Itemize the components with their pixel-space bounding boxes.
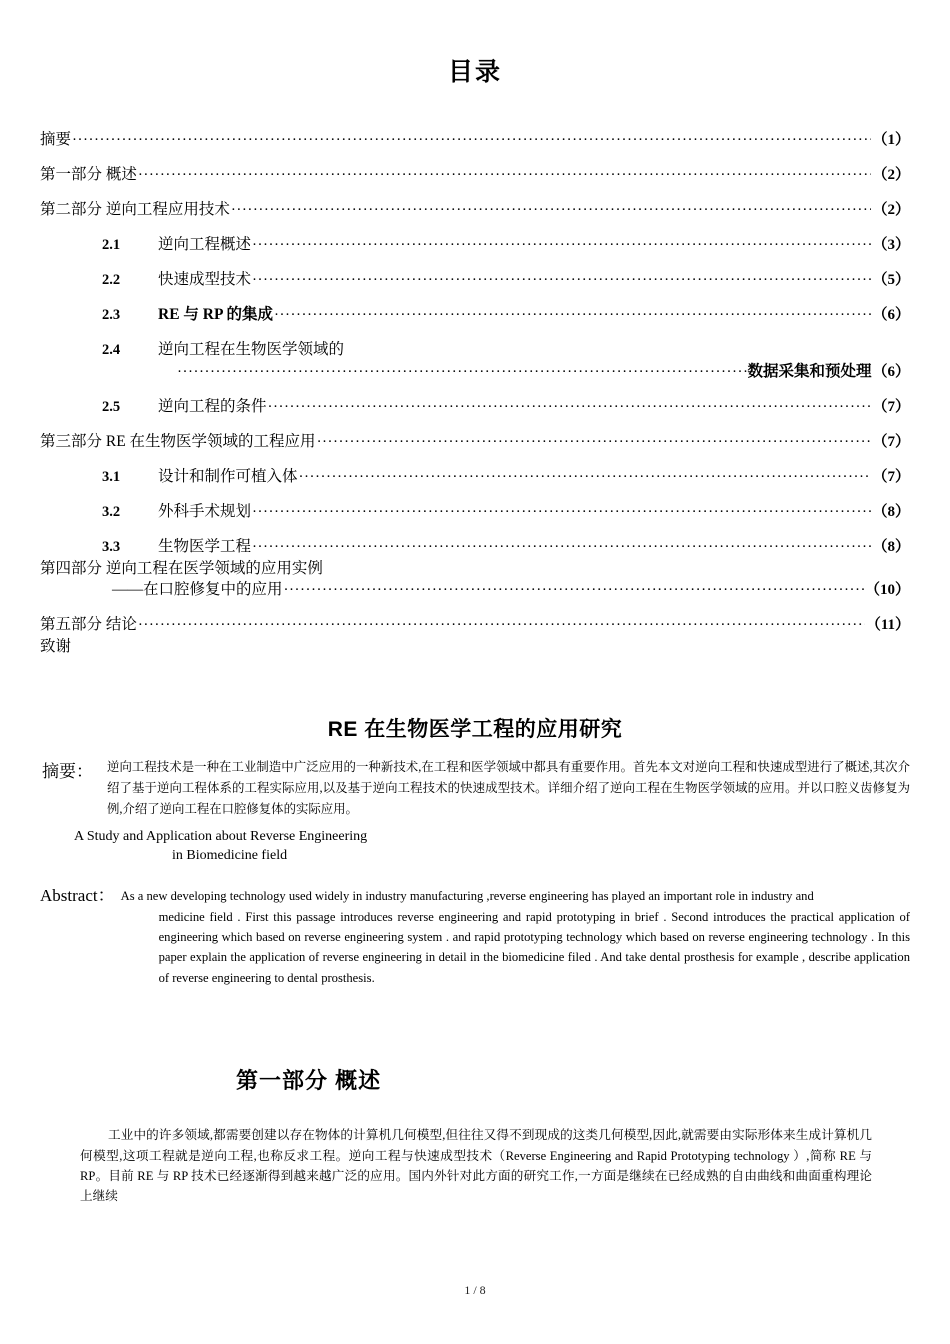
toc-entry-label: 快速成型技术 bbox=[158, 271, 252, 288]
toc-entry[interactable] bbox=[40, 617, 910, 633]
toc-dot-leader bbox=[316, 435, 872, 450]
toc-entry[interactable] bbox=[40, 237, 910, 253]
abstract-en-label: Abstract： bbox=[40, 886, 115, 906]
toc-entry-label: RE 与 RP 的集成 bbox=[158, 306, 273, 323]
abstract-en-line1: As a new developing technology used widely in industry manufacturing ,reverse engineering has played an important role in industry and bbox=[120, 889, 814, 904]
toc-dot-leader bbox=[137, 168, 872, 183]
toc-entry-continuation[interactable] bbox=[40, 582, 910, 598]
part-one-paragraph: 工业中的许多领域,都需要创建以存在物体的计算机几何模型,但往往又得不到现成的这类几何模型,因此,就需要由实际形体来生成计算机几何模型,这项工程就是逆向工程,也称反求工程。逆向工程与快速成型技术（Reverse Engineering and Rapid Prototyping technology ）,简称 RE 与 RP。目前 RE 与 RP 技术已经逐渐得到越来越广泛的应用。国内外针对此方面的研究工作,一方面是继续在已经成熟的自由曲线和曲面重构理论上继续 bbox=[80, 1128, 872, 1204]
toc-entry-label: 致谢 bbox=[40, 638, 72, 655]
toc-entry-page: （2） bbox=[872, 202, 910, 218]
toc-entry-number: 2.4 bbox=[102, 342, 121, 358]
toc-dot-leader bbox=[251, 273, 871, 288]
toc-dot-leader bbox=[176, 365, 747, 380]
toc-entry-label: 第三部分 RE 在生物医学领域的工程应用 bbox=[40, 432, 316, 450]
toc-dot-leader bbox=[283, 583, 864, 598]
toc-entry-page: （1） bbox=[872, 132, 910, 148]
abstract-en-rest: medicine field . First this passage introduces reverse engineering and rapid prototyping in brief . Second introduces the practical application of engineering which based on reverse engineering system . and rapid prototyping technology which based on reverse engineering technology . In this paper explain the application of reverse engineering in detail in the biomedicine filed . And take dental prosthesis for example , describe application of reverse engineering to dental prosthesis. bbox=[158, 909, 910, 985]
toc-entry-label: 第一部分 概述 bbox=[40, 166, 137, 183]
toc-entry-number: 2.2 bbox=[102, 272, 121, 288]
toc-dot-leader bbox=[71, 133, 871, 148]
toc-dot-leader bbox=[251, 238, 871, 253]
toc-entry-page: （8） bbox=[872, 503, 910, 520]
toc-entry[interactable] bbox=[40, 561, 910, 577]
toc-entry[interactable] bbox=[40, 639, 910, 655]
toc-dot-leader bbox=[298, 470, 872, 485]
toc-entry-page: （6） bbox=[872, 307, 910, 323]
abstract-cn-label: 摘要： bbox=[42, 761, 93, 781]
abstract-en-block bbox=[40, 886, 910, 988]
toc-entry-number: 3.2 bbox=[102, 503, 121, 520]
toc-entry-page: （3） bbox=[872, 237, 910, 253]
toc-entry[interactable] bbox=[40, 504, 910, 520]
toc-dot-leader bbox=[230, 203, 872, 218]
toc-entry-label: ——在口腔修复中的应用 bbox=[112, 581, 283, 598]
page-footer: 1 / 8 bbox=[464, 1283, 486, 1297]
toc-entry-page: （8） bbox=[872, 538, 910, 555]
paper-title-cn: RE 在生物医学工程的应用研究 bbox=[327, 717, 623, 741]
toc-entry[interactable] bbox=[40, 167, 910, 183]
toc-dot-leader bbox=[251, 540, 871, 555]
toc-entry-label: 第二部分 逆向工程应用技术 bbox=[40, 201, 230, 218]
toc-entry-page: （10） bbox=[864, 582, 910, 598]
toc-entry-continuation[interactable] bbox=[40, 364, 910, 380]
toc-entry-page: （7） bbox=[872, 468, 910, 485]
toc-entry[interactable] bbox=[40, 132, 910, 148]
toc-entry[interactable] bbox=[40, 399, 910, 415]
toc-entry[interactable] bbox=[40, 202, 910, 218]
toc-entry[interactable] bbox=[40, 307, 910, 323]
part-one-heading: 第一部分 概述 bbox=[236, 1068, 382, 1094]
toc-entry-label: 逆向工程在生物医学领域的 bbox=[158, 341, 345, 358]
paper-body bbox=[0, 713, 950, 1207]
toc-entry[interactable] bbox=[40, 469, 910, 485]
toc-entry-page: （7） bbox=[872, 433, 910, 450]
abstract-en-text bbox=[121, 886, 910, 988]
toc-entry-label: 摘要 bbox=[40, 131, 72, 148]
paper-title-en-line2: in Biomedicine field bbox=[172, 848, 288, 864]
toc-dot-leader bbox=[267, 400, 872, 415]
toc-entry-label: 逆向工程的条件 bbox=[158, 397, 267, 415]
toc-entry-number: 3.3 bbox=[102, 538, 121, 555]
toc-entry[interactable] bbox=[40, 342, 910, 358]
toc-entry-page: （5） bbox=[872, 272, 910, 288]
toc-entry-label: 第五部分 结论 bbox=[40, 616, 137, 633]
toc-entry-label: 第四部分 逆向工程在医学领域的应用实例 bbox=[40, 559, 323, 577]
toc-dot-leader bbox=[251, 505, 871, 520]
toc-entry-number: 2.5 bbox=[102, 398, 121, 415]
toc-heading: 目录 bbox=[447, 58, 502, 86]
toc-entry-page: （2） bbox=[872, 167, 910, 183]
toc-entry[interactable] bbox=[40, 539, 910, 555]
toc-entry[interactable] bbox=[40, 272, 910, 288]
toc-entry-label: 逆向工程概述 bbox=[158, 236, 252, 253]
toc-entry[interactable] bbox=[40, 434, 910, 450]
toc-dot-leader bbox=[273, 308, 872, 323]
toc-entry-number: 2.1 bbox=[102, 237, 121, 253]
toc-entry-number: 2.3 bbox=[102, 307, 121, 323]
toc-entry-label: 数据采集和预处理 bbox=[747, 362, 872, 380]
toc-entry-label: 外科手术规划 bbox=[158, 502, 252, 520]
toc-entry-page: （11） bbox=[865, 617, 910, 633]
abstract-cn-text: 逆向工程技术是一种在工业制造中广泛应用的一种新技术,在工程和医学领域中都具有重要作用。首先本文对逆向工程和快速成型进行了概述,其次介绍了基于逆向工程体系的工程实际应用,以及基于逆向工程技术的快速成型技术。详细介绍了逆向工程在生物医学领域的应用。并以口腔义齿修复为例,介绍了逆向工程在口腔修复体的实际应用。 bbox=[107, 759, 910, 817]
toc-dot-leader bbox=[137, 618, 865, 633]
toc-entry-page: （7） bbox=[872, 398, 910, 415]
table-of-contents bbox=[0, 132, 950, 655]
toc-entry-label: 生物医学工程 bbox=[158, 537, 252, 555]
paper-title-en-line1: A Study and Application about Reverse Engineering bbox=[74, 829, 368, 845]
toc-entry-page: （6） bbox=[872, 363, 910, 380]
paper-title-en bbox=[40, 828, 910, 866]
toc-entry-label: 设计和制作可植入体 bbox=[158, 467, 298, 485]
abstract-cn-block bbox=[40, 757, 910, 821]
toc-entry-number: 3.1 bbox=[102, 468, 121, 485]
